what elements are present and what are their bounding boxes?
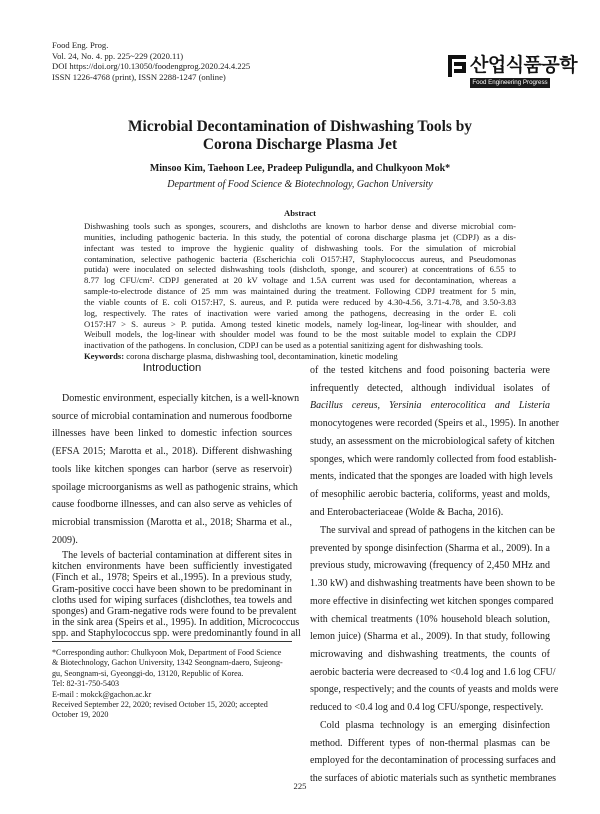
journal-logo-mark-icon: [447, 53, 469, 79]
text-line: sponge, respectively; and the counts of yeasts and molds were: [310, 684, 559, 696]
abstract-line: inactivation of the pathogens. In conclusion, CDPJ can be used as a potential sanitizing agent for dishwashing tools.: [84, 340, 484, 351]
abstract-line: Weibull models, the log-linear with shoulder model was found to be the most suitable model to explain the CDPJ: [84, 329, 516, 340]
abstract-line: putida) were inoculated on selected dishwashing tools (dishcloth, sponge, and scourer) at concentrations of 6.55 to: [84, 264, 516, 275]
abstract-line: Dishwashing tools such as sponges, scourers, and dishcloths are known to harbor dense and diverse microbial com-: [84, 221, 516, 231]
text-line: in the sink area (Speirs et al., 1995). In addition, Micrococcus: [52, 617, 300, 629]
text-line: illnesses have been linked to domestic infection sources: [52, 428, 292, 440]
footnote-line: *Corresponding author: Chulkyoon Mok, Department of Food Science: [52, 648, 282, 657]
text-line: monocytogenes were recorded (Speirs et al., 1995). In another: [310, 418, 560, 430]
intro-right-paragraph-1: [310, 362, 560, 521]
intro-right-paragraph-2: [310, 522, 559, 717]
text-line: aerobic bacteria were decreased to <0.4 log and 1.6 log CFU/: [310, 666, 556, 678]
journal-logo-korean: 산업식품공학: [470, 54, 578, 76]
corresponding-author-footnote: [52, 648, 292, 721]
text-line: method. Different types of non-thermal plasmas can be: [310, 737, 550, 749]
footnote-line: & Biotechnology, Gachon University, 1342 Seongnam-daero, Sujeong-: [52, 658, 283, 668]
text-line: 2009).: [52, 534, 78, 546]
text-line: 1.30 kW) and dishwashing treatments have been shown to be: [310, 578, 555, 590]
journal-logo: [447, 53, 578, 91]
abstract-line: O157:H7 > S. aureus > P. putida. Among tested kinetic models, namely log-linear, log-linear with shoulder, and: [84, 318, 516, 329]
text-line: of mesophilic aerobic bacteria, coliforms, yeast and molds,: [310, 488, 550, 500]
text-line: cause foodborne illnesses, and can also serve as vehicles of: [52, 499, 292, 511]
text-line: of the tested kitchens and food poisoning bacteria were: [310, 365, 550, 376]
article-title-line1: Microbial Decontamination of Dishwashing Tools by: [128, 118, 472, 135]
footnote-divider: [52, 641, 292, 642]
journal-issn: ISSN 1226-4768 (print), ISSN 2288-1247 (online): [52, 71, 226, 82]
abstract-body: [84, 221, 516, 351]
text-line: (EFSA 2015; Marotta et al., 2018). Different dishwashing: [52, 446, 292, 458]
text-line: (Finch et al., 1978; Speirs et al.,1995). In a previous study,: [52, 572, 292, 584]
text-line: study, an assessment on the microbiological safety of kitchen: [310, 435, 555, 447]
text-line: infrequently detected, although individual isolates of: [310, 382, 550, 394]
page-number: 225: [293, 781, 307, 791]
footnote-line: gu, Seongnam-si, Gyeonggi-do, 13120, Republic of Korea.: [52, 668, 244, 678]
abstract-line: 8.77 log CFU/cm². CDPJ generated at 20 kV voltage and 1.5A current was used for decontamination, whereas a: [84, 275, 516, 286]
text-line: Cold plasma technology is an emerging disinfection: [320, 720, 550, 731]
article-title: [60, 118, 540, 154]
text-line: the surfaces of abiotic materials such as synthetic membranes: [310, 773, 557, 785]
article-authors: Minsoo Kim, Taehoon Lee, Pradeep Puligundla, and Chulkyoon Mok*: [149, 163, 451, 174]
article-affiliation: Department of Food Science & Biotechnology, Gachon University: [167, 179, 433, 190]
footnote-line: October 19, 2020: [52, 710, 109, 720]
abstract-line: log, respectively. The rates of inactivation were varied among the pathogens, decreasing in the order E. coli: [84, 307, 516, 318]
text-line: prevented by sponge disinfection (Sharma et al., 2009). In a: [310, 542, 550, 554]
intro-right-paragraph-3: [310, 717, 557, 788]
text-line: sponges) and Gram-negative rods were found to be prevalent: [52, 605, 297, 617]
abstract-line: contamination, selective pathogenic bacteria (Escherichia coli O157:H7, Staphylococcus aureus, and Pseudomonas: [84, 253, 516, 264]
text-line: sponges, which were randomly collected from food establish-: [310, 453, 557, 465]
keywords-label: Keywords:: [84, 351, 125, 361]
text-line: The levels of bacterial contamination at different sites in: [62, 550, 292, 561]
article-title-line2: Corona Discharge Plasma Jet: [202, 136, 398, 153]
footnote-line: Tel: 82-31-750-5403: [52, 679, 120, 689]
text-line: reduced to <0.4 log and 0.4 log CFU/sponge, respectively.: [310, 702, 544, 714]
text-line: microbial transmission (Marotta et al., 2018; Sharma et al.,: [52, 516, 292, 528]
abstract-line: infectant was tested to improve the hygienic quality of dishwashing tools. For the simulation of microbial: [84, 242, 516, 253]
text-line: tools like kitchen sponges can harbor (serve as reservoir): [52, 463, 292, 475]
text-line: previous study, microwaving (frequency of 2,450 MHz and: [310, 560, 550, 572]
intro-left-paragraph-1: [52, 390, 300, 549]
text-line: source of microbial contamination and numerous foodborne: [52, 410, 292, 422]
keywords: [84, 351, 516, 361]
intro-left-paragraph-2: [52, 550, 301, 640]
text-line: The survival and spread of pathogens in the kitchen can be: [320, 525, 555, 536]
text-line: more effective in disinfecting wet kitchen sponges compared: [310, 595, 554, 607]
abstract-line: sample-to-electrode distance of 25 mm was maintained during the treatment. Following CDPJ treatment for 5 min,: [84, 286, 516, 297]
abstract-line: the viable counts of E. coli O157:H7, S. aureus, and P. putida were reduced by 4.30-4.56, 3.71-4.78, and 3.50-3.83: [84, 296, 516, 307]
text-line: Gram-positive cocci have been shown to be predominant in: [52, 583, 292, 595]
text-line: spoilage microorganisms as well as pathogenic strains, which: [52, 481, 298, 493]
abstract-line: munities, including pathogenic bacteria. In this study, the potential of corona discharge plasma jet (CDPJ) as a dis-: [84, 231, 516, 242]
text-line: ments, indicated that the sponges are loaded with high levels: [310, 471, 553, 483]
journal-logo-english: Food Engineering Progress: [470, 78, 550, 88]
text-line: spp. and Staphylococcus spp. were predominantly found in all: [52, 628, 301, 640]
text-line: Bacillus cereus, Yersinia enterocolitica and Listeria: [310, 400, 550, 412]
abstract-heading: Abstract: [284, 208, 316, 218]
journal-volume: Vol. 24, No. 4. pp. 225~229 (2020.11): [52, 50, 184, 61]
text-line: and Enterobacteriaceae (Wolde & Bacha, 2016).: [310, 506, 504, 518]
text-line: kitchen environments have been sufficiently investigated: [52, 561, 292, 573]
text-line: with chemical treatments (10% household bleach solution,: [310, 613, 550, 625]
journal-name: Food Eng. Prog.: [52, 40, 109, 50]
text-line: Domestic environment, especially kitchen, is a well-known: [62, 393, 300, 404]
journal-doi: DOI https://doi.org/10.13050/foodengprog.2020.24.4.225: [52, 61, 251, 71]
keywords-list: corona discharge plasma, dishwashing tool, decontamination, kinetic modeling: [126, 351, 398, 361]
section-heading-introduction: Introduction: [142, 362, 202, 374]
text-line: employed for the decontamination of processing surfaces and: [310, 755, 556, 767]
text-line: cloths used for wiping surfaces (dishclothes, tea towels and: [52, 594, 292, 606]
text-line: microwaving and dishwashing treatments, the counts of: [310, 648, 550, 660]
journal-info: [52, 40, 250, 82]
footnote-line: Received September 22, 2020; revised October 15, 2020; accepted: [52, 700, 268, 710]
text-line: lemon juice) (Sharma et al., 2009). In that study, following: [310, 631, 550, 643]
footnote-line: E-mail : mokck@gachon.ac.kr: [52, 689, 152, 699]
